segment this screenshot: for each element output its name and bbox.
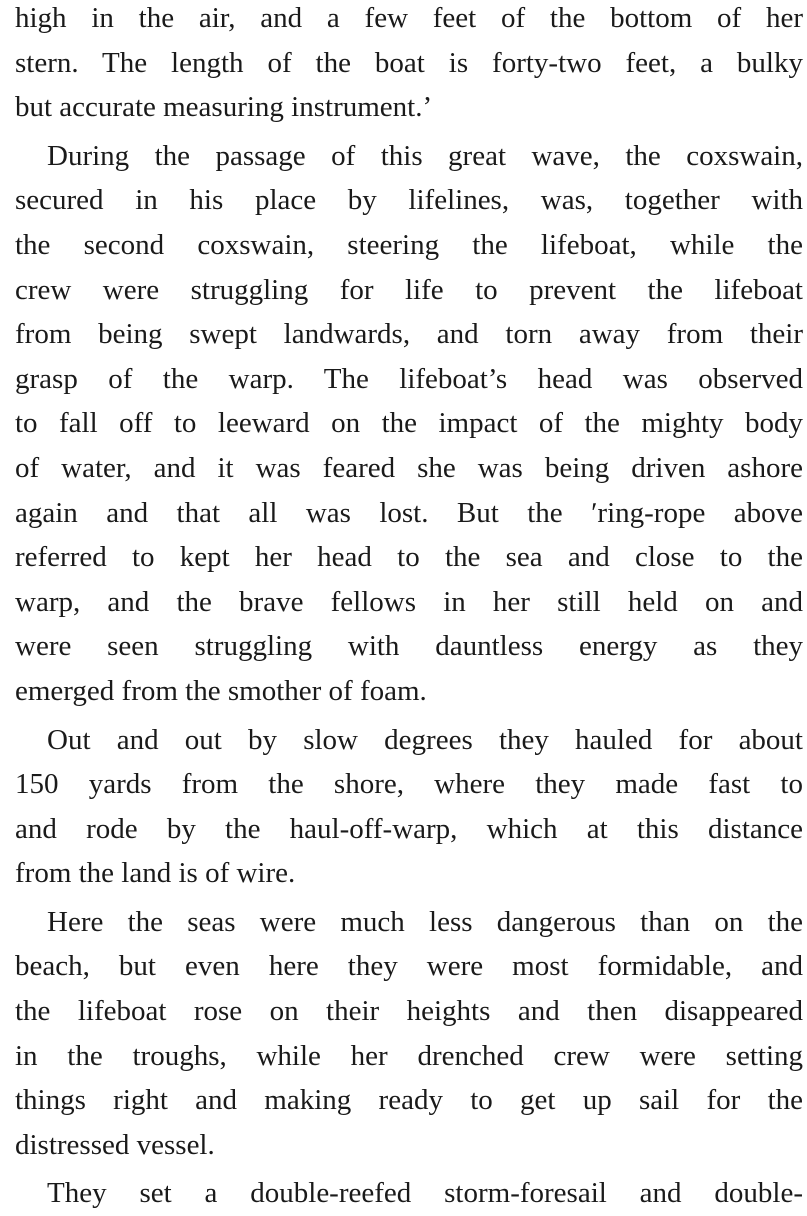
text-line: in the troughs, while her drenched crew were setting [15, 1039, 803, 1072]
text-line: emerged from the smother of foam. [15, 674, 427, 707]
text-line: were seen struggling with dauntless energy as they [15, 630, 803, 663]
page-body [15, 0, 803, 1216]
text-line: Out and out by slow degrees they hauled for about [47, 723, 803, 756]
text-line: the lifeboat rose on their heights and then disappeared [15, 995, 803, 1028]
text-line: from the land is of wire. [15, 857, 296, 890]
text-line: to fall off to leeward on the impact of the mighty body [15, 407, 803, 440]
text-line: and rode by the haul-off-warp, which at this distance [15, 812, 803, 845]
text-line: beach, but even here they were most formidable, and [15, 950, 803, 983]
text-line: Here the seas were much less dangerous than on the [47, 905, 803, 938]
paragraph-2 [15, 134, 803, 714]
text-line: During the passage of this great wave, the coxswain, [47, 139, 803, 172]
text-line: again and that all was lost. But the ʹring-rope above [15, 496, 803, 529]
text-line: 150 yards from the shore, where they made fast to [15, 768, 803, 801]
text-line: things right and making ready to get up sail for the [15, 1084, 803, 1117]
paragraph-4 [15, 900, 803, 1168]
text-line: secured in his place by lifelines, was, together with [15, 184, 803, 217]
paragraph-5 [15, 1171, 803, 1216]
text-line: the second coxswain, steering the lifeboat, while the [15, 228, 803, 261]
text-line: high in the air, and a few feet of the bottom of her [15, 2, 803, 34]
paragraph-1 [15, 0, 803, 130]
text-line: They set a double-reefed storm-foresail and double- [47, 1177, 803, 1210]
text-line: warp, and the brave fellows in her still held on and [15, 585, 803, 618]
text-line: referred to kept her head to the sea and close to the [15, 541, 803, 574]
text-line: crew were struggling for life to prevent the lifeboat [15, 273, 803, 306]
text-line: distressed vessel. [15, 1128, 215, 1161]
text-line: but accurate measuring instrument.’ [15, 91, 433, 124]
text-line: of water, and it was feared she was being driven ashore [15, 451, 803, 484]
text-line: grasp of the warp. The lifeboat’s head was observed [15, 362, 803, 395]
paragraph-3 [15, 718, 803, 896]
text-line: stern. The length of the boat is forty-two feet, a bulky [15, 46, 803, 79]
text-line: from being swept landwards, and torn away from their [15, 318, 803, 351]
